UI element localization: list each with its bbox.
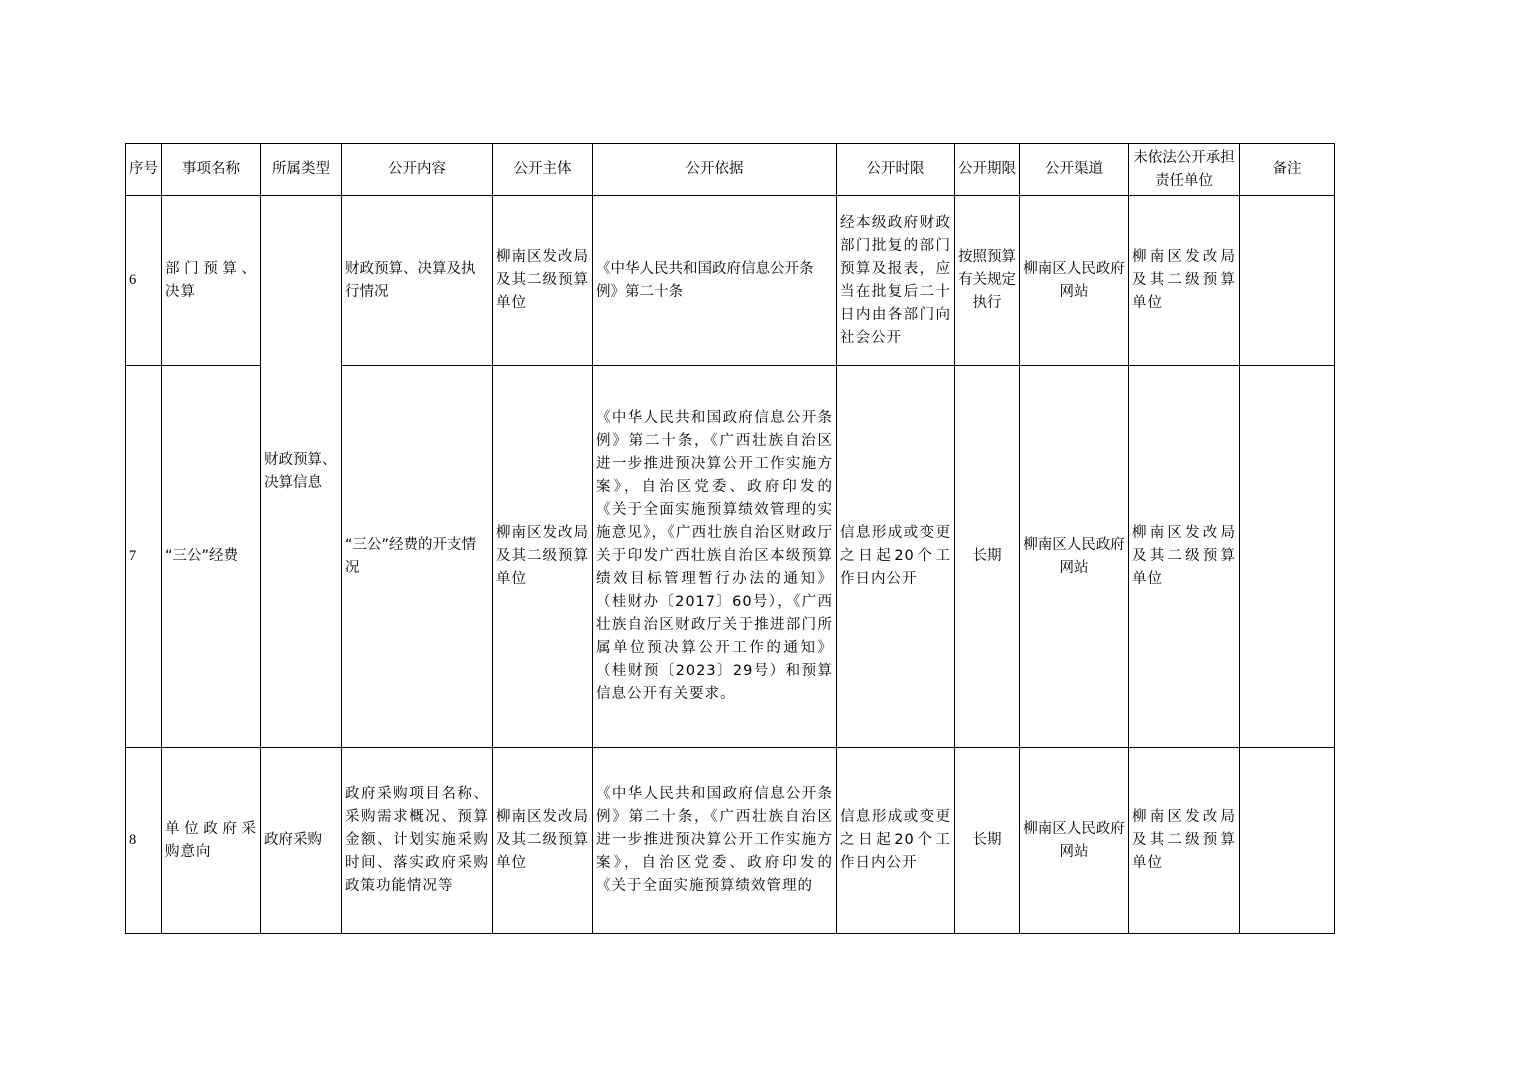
row-responsible: 柳南区发改局及其二级预算单位: [1129, 196, 1240, 366]
header-basis: 公开依据: [593, 144, 837, 196]
header-period: 公开期限: [955, 144, 1020, 196]
row-content: 财政预算、决算及执行情况: [342, 196, 493, 366]
row-subject: 柳南区发改局及其二级预算单位: [493, 196, 593, 366]
row-content: “三公”经费的开支情况: [342, 366, 493, 748]
row-period: 按照预算有关规定执行: [955, 196, 1020, 366]
row-seq: 6: [126, 196, 162, 366]
row-basis: 《中华人民共和国政府信息公开条例》第二十条，《广西壮族自治区进一步推进预决算公开工作实施方案》，自治区党委、政府印发的《关于全面实施预算绩效管理的: [593, 748, 837, 934]
header-remark: 备注: [1240, 144, 1335, 196]
row-subject: 柳南区发改局及其二级预算单位: [493, 748, 593, 934]
header-responsible: 未依法公开承担责任单位: [1129, 144, 1240, 196]
row-channel: 柳南区人民政府网站: [1020, 366, 1129, 748]
row-channel: 柳南区人民政府网站: [1020, 196, 1129, 366]
header-category: 所属类型: [261, 144, 342, 196]
row-item-name: 单位政府采购意向: [162, 748, 261, 934]
row-period: 长期: [955, 748, 1020, 934]
merged-category-cell: 财政预算、决算信息: [261, 196, 342, 748]
header-subject: 公开主体: [493, 144, 593, 196]
row-time-limit: 经本级政府财政部门批复的部门预算及报表，应当在批复后二十日内由各部门向社会公开: [837, 196, 955, 366]
row-seq: 8: [126, 748, 162, 934]
header-channel: 公开渠道: [1020, 144, 1129, 196]
row-item-name: 部门预算、决算: [162, 196, 261, 366]
row-remark: [1240, 196, 1335, 366]
header-seq: 序号: [126, 144, 162, 196]
row-responsible: 柳南区发改局及其二级预算单位: [1129, 748, 1240, 934]
row-basis: 《中华人民共和国政府信息公开条例》第二十条: [593, 196, 837, 366]
disclosure-table: [125, 143, 1335, 934]
row-remark: [1240, 748, 1335, 934]
row-time-limit: 信息形成或变更之日起20个工作日内公开: [837, 366, 955, 748]
row-item-name: “三公”经费: [162, 366, 261, 748]
row-period: 长期: [955, 366, 1020, 748]
row-seq: 7: [126, 366, 162, 748]
row-remark: [1240, 366, 1335, 748]
header-content: 公开内容: [342, 144, 493, 196]
header-item-name: 事项名称: [162, 144, 261, 196]
row-responsible: 柳南区发改局及其二级预算单位: [1129, 366, 1240, 748]
row-content: 政府采购项目名称、采购需求概况、预算金额、计划实施采购时间、落实政府采购政策功能情况等: [342, 748, 493, 934]
header-time-limit: 公开时限: [837, 144, 955, 196]
row-subject: 柳南区发改局及其二级预算单位: [493, 366, 593, 748]
table-row: [126, 748, 1335, 934]
table-row: [126, 196, 1335, 366]
row-category: 政府采购: [261, 748, 342, 934]
row-basis: 《中华人民共和国政府信息公开条例》第二十条，《广西壮族自治区进一步推进预决算公开工作实施方案》，自治区党委、政府印发的《关于全面实施预算绩效管理的实施意见》，《广西壮族自治区财政厅关于印发广西壮族自治区本级预算绩效目标管理暂行办法的通知》（桂财办〔2017〕60号），《广西壮族自治区财政厅关于推进部门所属单位预决算公开工作的通知》（桂财预〔2023〕29号）和预算信息公开有关要求。: [593, 366, 837, 748]
row-channel: 柳南区人民政府网站: [1020, 748, 1129, 934]
header-row: [126, 144, 1335, 196]
row-time-limit: 信息形成或变更之日起20个工作日内公开: [837, 748, 955, 934]
